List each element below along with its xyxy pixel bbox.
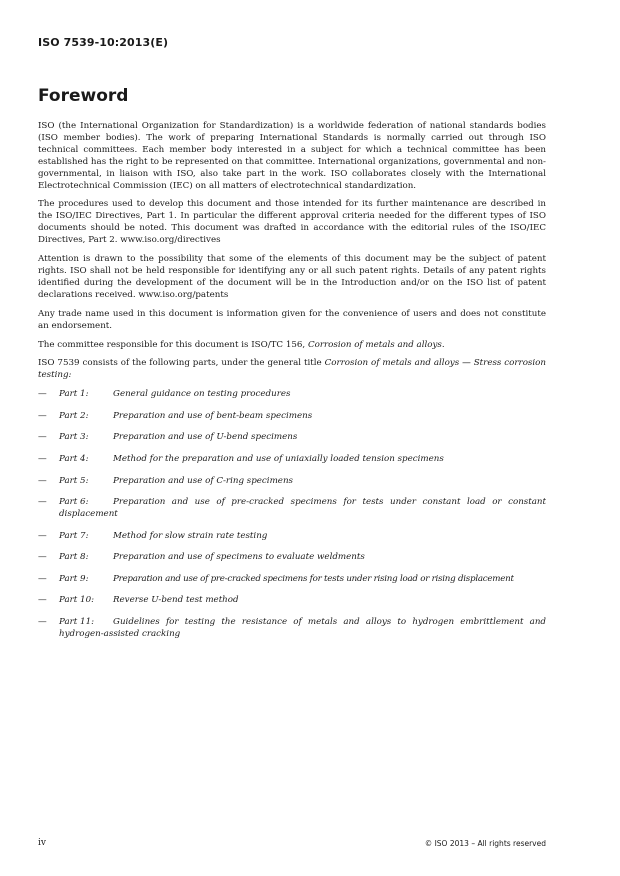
- list-item: [38, 411, 546, 423]
- part-number: Part 9:: [59, 573, 89, 584]
- list-item: [38, 552, 546, 564]
- part-number: Part 5:: [59, 475, 89, 486]
- foreword-body: [38, 121, 546, 651]
- list-item: [38, 595, 546, 607]
- part-number: Part 8:: [59, 552, 89, 563]
- part-number: Part 6:: [59, 497, 89, 508]
- list-item: [38, 476, 546, 488]
- part-number: Part 7:: [59, 530, 89, 541]
- list-item: [38, 617, 546, 641]
- list-dash: —: [38, 573, 47, 584]
- part-number: Part 1:: [59, 389, 89, 400]
- list-dash: —: [38, 454, 47, 464]
- copyright-notice: © ISO 2013 – All rights reserved: [424, 839, 546, 848]
- list-dash: —: [38, 497, 47, 508]
- part-title: Guidelines for testing the resistance of metals and alloys to hydrogen embrittlement and hydrogen-assisted cracking: [59, 617, 546, 639]
- list-item: [38, 389, 546, 401]
- list-dash: —: [38, 595, 47, 606]
- part-number: Part 2:: [59, 410, 89, 421]
- paragraph-committee: [38, 340, 546, 352]
- part-number: Part 4:: [59, 454, 89, 464]
- list-item: [38, 574, 546, 586]
- general-title: Corrosion of metals and alloys — Stress corrosion testing:: [38, 358, 546, 381]
- committee-title: Corrosion of metals and alloys.: [307, 339, 445, 350]
- committee-text: The committee responsible for this document is ISO/TC 156,: [38, 339, 308, 350]
- document-id: ISO 7539-10:2013(E): [38, 36, 169, 49]
- list-item: [38, 531, 546, 543]
- paragraph-iso-overview: ISO (the International Organization for Standardization) is a worldwide federation of national standards bodies (ISO member bodies). The work of preparing International Standards is normally carried out through ISO technical committees. Each member body interested in a subject for which a technical committee has been established has the right to be represented on that committee. International organizations, governmental and non-governmental, in liaison with ISO, also take part in the work. ISO collaborates closely with the International Electrotechnical Commission (IEC) on all matters of electrotechnical standardization.: [38, 121, 546, 191]
- list-dash: —: [38, 410, 47, 421]
- parts-list: [38, 389, 546, 641]
- list-dash: —: [38, 432, 47, 443]
- list-dash: —: [38, 552, 47, 563]
- list-item: [38, 454, 546, 466]
- part-title: Preparation and use of C-ring specimens: [113, 475, 293, 486]
- part-number: Part 10:: [59, 595, 95, 606]
- part-title: Method for the preparation and use of uniaxially loaded tension specimens: [113, 454, 444, 464]
- paragraph-trade-names: Any trade name used in this document is information given for the convenience of users and does not constitute an endorsement.: [38, 308, 546, 331]
- part-title: Method for slow strain rate testing: [113, 530, 268, 541]
- parts-intro-text: ISO 7539 consists of the following parts, under the general title: [38, 358, 325, 369]
- list-dash: —: [38, 617, 47, 628]
- part-title: Reverse U-bend test method: [113, 595, 239, 606]
- list-item: [38, 432, 546, 444]
- part-number: Part 11:: [59, 617, 95, 628]
- paragraph-procedures: The procedures used to develop this document and those intended for its further maintenance are described in the ISO/IEC Directives, Part 1. In particular the different approval criteria needed for the different types of ISO documents should be noted. This document was drafted in accordance with the editorial rules of the ISO/IEC Directives, Part 2. www.iso.org/directives: [38, 199, 546, 246]
- part-number: Part 3:: [59, 432, 89, 443]
- page-number: iv: [38, 838, 46, 848]
- part-title: Preparation and use of bent-beam specimens: [113, 410, 313, 421]
- part-title: Preparation and use of specimens to evaluate weldments: [113, 552, 365, 563]
- page-title: Foreword: [38, 86, 129, 106]
- list-item: [38, 497, 546, 521]
- part-title: Preparation and use of pre-cracked specimens for tests under rising load or rising displacement: [113, 573, 514, 584]
- list-dash: —: [38, 389, 47, 400]
- paragraph-patents: Attention is drawn to the possibility that some of the elements of this document may be the subject of patent rights. ISO shall not be held responsible for identifying any or all such patent rights. Details of any patent rights identified during the development of the document will be in the Introduction and/or on the ISO list of patent declarations received. www.iso.org/patents: [38, 254, 546, 300]
- part-title: Preparation and use of pre-cracked specimens for tests under constant load or constant displacement: [59, 497, 546, 520]
- part-title: Preparation and use of U-bend specimens: [113, 432, 298, 443]
- list-dash: —: [38, 475, 47, 486]
- list-dash: —: [38, 530, 47, 541]
- part-title: General guidance on testing procedures: [113, 389, 291, 400]
- paragraph-parts-intro: [38, 358, 546, 382]
